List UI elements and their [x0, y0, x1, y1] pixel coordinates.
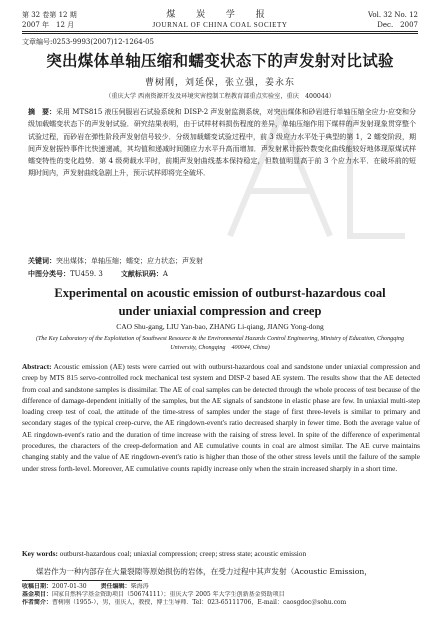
clc-value: TU459. 3 [70, 270, 103, 278]
abstract-cn-label: 摘 要： [28, 108, 57, 116]
journal-name-cn: 煤 炭 学 报 [166, 10, 274, 20]
footnote-fund [22, 591, 420, 599]
keywords-en-label: Key words: [22, 549, 58, 558]
title-cn: 突出煤体单轴压缩和蠕变状态下的声发射对比试验 [46, 52, 394, 70]
title-en-line1: Experimental on acoustic emission of outburst-hazardous coal [54, 286, 386, 300]
journal-name-en: JOURNAL OF CHINA COAL SOCIETY [152, 21, 288, 29]
author-bio-label: 作者简介： [22, 599, 53, 607]
abstract-en [22, 361, 420, 474]
affiliation-en: (The Key Laboratory of the Exploitation of Southwest Resource & the Environmental Hazards Control Engineering, Ministry of Education, Chongqing University, Chongqing 400044, China) [35, 336, 405, 351]
volume-cn: 第 32 卷第 12 期 [22, 11, 77, 19]
footnotes [22, 583, 420, 608]
footnote-rule [22, 580, 142, 581]
abstract-cn-text: 采用 MTS815 液压伺服岩石试验系统和 DISP-2 声发射监测系统，对突出煤体和砂岩进行单轴压缩全应力-应变和分级加载蠕变状态下的声发射试验．研究结果表明，由于试样材料损伤程度的差异，单轴压缩作用下煤样的声发射现象贯穿整个试验过程，而砂岩在弹性阶段声发射信号较少．分级加载蠕变试验过程中，前 3 级应力水平处于典型的第 1，2 蠕变阶段，期间声发射振铃事件比快速递减，其均值和递减时间随应力水平升高而增加．声发射累计振铃数变化曲线能较好地体现原煤试样蠕变特性的变化趋势．第 4 级荷载水平时，前期声发射曲线基本保持稳定，但数值明显高于前 3 个应力水平．在破坏前的短期时间内，声发射曲线急剧上升，预示试样即将完全破坏． [28, 108, 417, 178]
volume-en: Vol. 32 No. 12 [367, 11, 418, 19]
body-text-first-line: 煤岩作为一种内部存在大量裂隙等原始损伤的岩体，在受力过程中其声发射（Acoustic Emission， [36, 567, 372, 576]
editor-name: 柴海涛 [130, 583, 149, 590]
fund-label: 基金项目： [22, 591, 53, 599]
author-bio-text: 曹树刚（1955-），男，重庆人，教授，博士生导师．Tel：023-65111706，E-mail：caosgdoc＠sohu.com [52, 599, 347, 607]
title-en-line2: under uniaxial compression and creep [118, 304, 322, 318]
abstract-cn [28, 106, 416, 180]
header-rule-thin [22, 33, 418, 34]
keywords-en [22, 549, 420, 558]
fund-text: 国家自然科学基金资助项目（50674111）；重庆大学 2005 年大学生创新基金资助项目 [52, 591, 285, 599]
footnote-author [22, 599, 420, 607]
editor-label: 责任编辑： [100, 583, 131, 590]
footnote-received [22, 583, 420, 591]
keywords-cn-text: 突出煤体；单轴压缩；蠕变；应力状态；声发射 [56, 257, 203, 265]
header-rule [22, 31, 418, 32]
title-en [0, 284, 440, 320]
date-en: Dec. 2007 [377, 21, 418, 29]
doc-code-label: 文献标识码： [120, 270, 163, 278]
article-number: 文章编号:0253-9993(2007)12-1264-05 [22, 38, 154, 46]
keywords-cn-label: 关键词： [28, 257, 56, 265]
received-date: 2007-01-30 [52, 583, 87, 590]
date-cn: 2007 年 12 月 [22, 21, 75, 29]
keywords-en-text: outburst-hazardous coal; uniaxial compression; creep; stress state; acoustic emission [59, 549, 307, 558]
clc-label: 中图分类号： [28, 270, 70, 278]
received-label: 收稿日期： [22, 583, 53, 590]
keywords-cn [28, 256, 418, 266]
authors-cn: 曹树刚，刘延保，张立强，姜永东 [144, 78, 295, 88]
authors-en: CAO Shu-gang, LIU Yan-bao, ZHANG Li-qiang, JIANG Yong-dong [116, 322, 324, 331]
classification-row [28, 269, 168, 279]
abstract-en-label: Abstract: [22, 362, 52, 371]
abstract-en-text: Acoustic emission (AE) tests were carried out with outburst-hazardous coal and sandstone under uniaxial compression and creep by MTS 815 servo-controlled rock mechanical test system and DISP-2 based AE system. The results show that the AE detected from coal and sandstone samples is dissimilar. The AE of coal samples can be detected through the whole process of test because of the difference of damage-dependent initially of the samples, but the AE signals of sandstone in elastic phase are few. In uniaxial multi-step loading creep test of coal, the attitude of the time-stress of samples under the stage of first three-levels is similar to primary and secondary stages of the typical creep-curve, the AE ringdown-event's ratio decreased sharply in fewer time. Both the average value of AE ringdown-event's ratio and the duration of time increase with the raising of stress level. In spite of the difference of experimental procedures, the characters of the creep-deformation and AE cumulative counts in coal are almost similar. The AE curve maintains changing stably and the value of AE ringdown-event's ratio is higher than those of the other stress levels until the failure of the sample under stress forth-level. Moreover, AE cumulative counts rapidly increase only when the strain increased sharply in a short time. [22, 362, 421, 473]
doc-code-value: A [162, 270, 168, 278]
affiliation-cn: （重庆大学 西南资源开发及环境灾害控制工程教育部重点实验室，重庆 400044） [105, 93, 335, 100]
